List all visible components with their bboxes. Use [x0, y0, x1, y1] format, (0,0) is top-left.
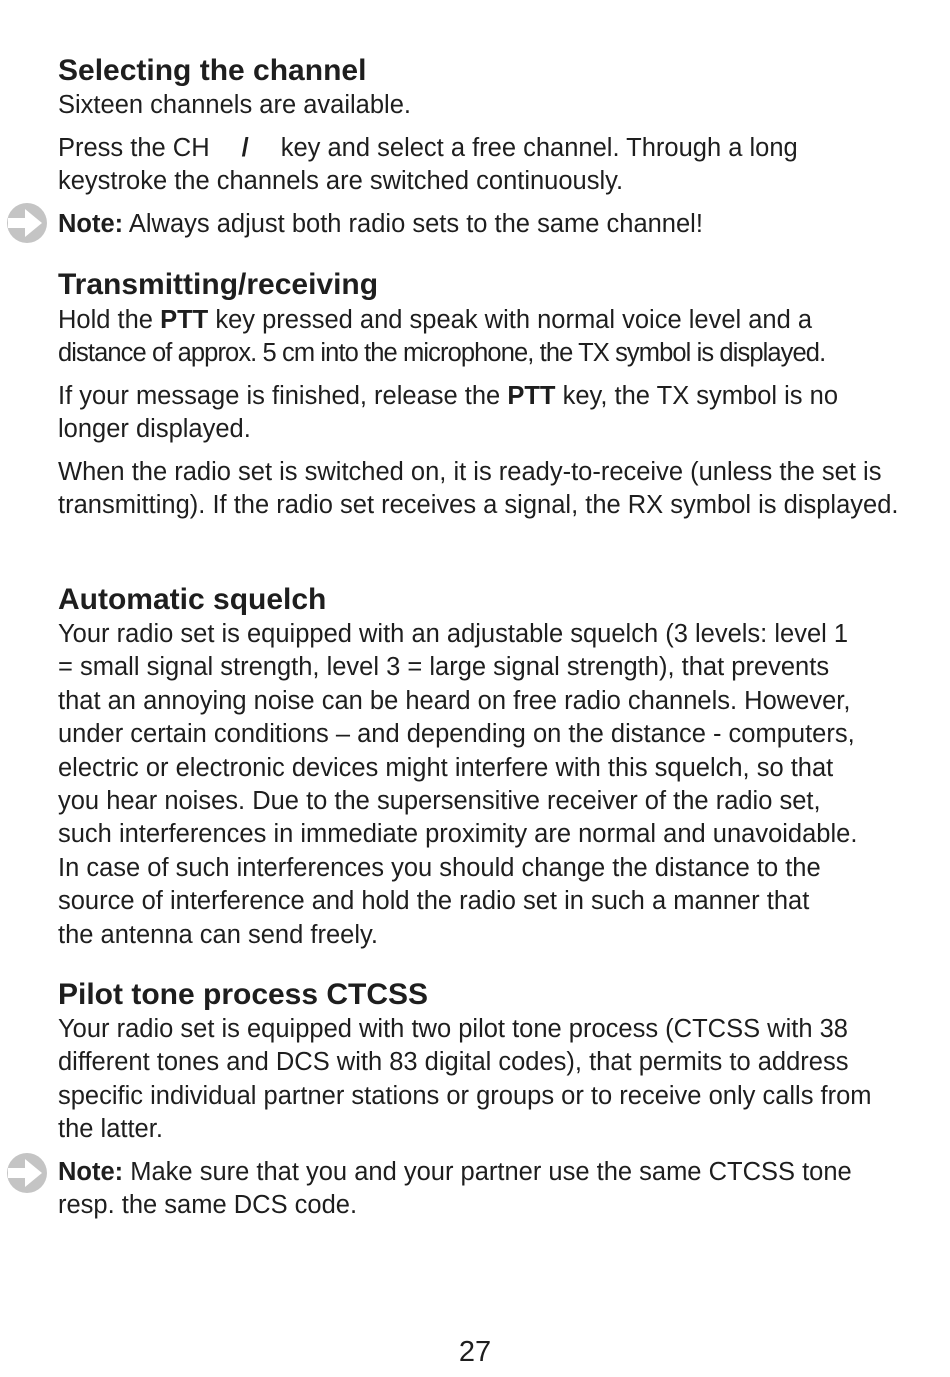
- note-arrow-icon: [6, 1152, 48, 1194]
- squelch-line: you hear noises. Due to the supersensitive receiver of the radio set,: [58, 787, 821, 816]
- heading-pilot-tone-ctcss: Pilot tone process CTCSS: [58, 978, 429, 1011]
- heading-automatic-squelch: Automatic squelch: [58, 583, 327, 616]
- heading-transmitting-receiving: Transmitting/receiving: [58, 268, 379, 301]
- channel-note: [58, 208, 908, 241]
- ctcss-paragraph: Your radio set is equipped with two pilot tone process (CTCSS with 38 different tones and DCS with 83 digital codes), that permits to address specific individual partner stations or groups or to receive only calls from the latter.: [58, 1015, 872, 1144]
- transmit-voice-text: key pressed and speak with normal voice level and a: [208, 306, 813, 334]
- squelch-line: such interferences in immediate proximity are normal and unavoidable.: [58, 820, 858, 849]
- channel-paragraph-1: Sixteen channels are available.: [58, 91, 411, 119]
- transmit-tx-text: key, the TX symbol is no longer displayed.: [58, 382, 839, 444]
- channel-slash: /: [241, 134, 249, 162]
- channel-press-text: Press the CH: [58, 134, 210, 162]
- note-label: Note:: [58, 1158, 124, 1186]
- channel-key-text: key and select a free channel. Through a long keystroke the channels are switched continuously.: [58, 134, 798, 196]
- ptt-key-label: PTT: [160, 306, 209, 334]
- note-text: Make sure that you and your partner use the same CTCSS tone resp. the same DCS code.: [58, 1158, 852, 1220]
- squelch-line: Your radio set is equipped with an adjustable squelch (3 levels: level 1: [58, 620, 849, 648]
- transmit-paragraph-2: [58, 380, 908, 447]
- squelch-line: electric or electronic devices might interfere with this squelch, so that: [58, 753, 834, 782]
- heading-selecting-channel: Selecting the channel: [58, 54, 367, 87]
- transmit-release-text: If your message is finished, release the: [58, 382, 508, 410]
- transmit-paragraph-1-line-1: [58, 304, 908, 337]
- ptt-key-label: PTT: [507, 382, 556, 410]
- squelch-line: In case of such interferences you should change the distance to the: [58, 853, 821, 882]
- transmit-paragraph-1-line-2: distance of approx. 5 cm into the microphone, the TX symbol is displayed.: [58, 339, 826, 367]
- squelch-line: under certain conditions – and depending on the distance - computers,: [58, 720, 855, 749]
- transmit-hold-text: Hold the: [58, 306, 161, 334]
- squelch-line: the antenna can send freely.: [58, 920, 378, 949]
- note-text: Always adjust both radio sets to the same channel!: [123, 210, 703, 238]
- squelch-line: that an annoying noise can be heard on free radio channels. However,: [58, 686, 851, 715]
- transmit-paragraph-3: When the radio set is switched on, it is ready-to-receive (unless the set is transmitting). If the radio set receives a signal, the RX symbol is displayed.: [58, 458, 899, 520]
- note-label: Note:: [58, 210, 124, 238]
- note-arrow-icon: [6, 202, 48, 244]
- channel-paragraph-2: [58, 132, 908, 199]
- squelch-paragraph: [58, 618, 908, 952]
- ctcss-note: [58, 1156, 908, 1223]
- squelch-line: source of interference and hold the radio set in such a manner that: [58, 887, 810, 916]
- page-number: 27: [458, 1336, 492, 1368]
- squelch-line: = small signal strength, level 3 = large signal strength), that prevents: [58, 653, 830, 682]
